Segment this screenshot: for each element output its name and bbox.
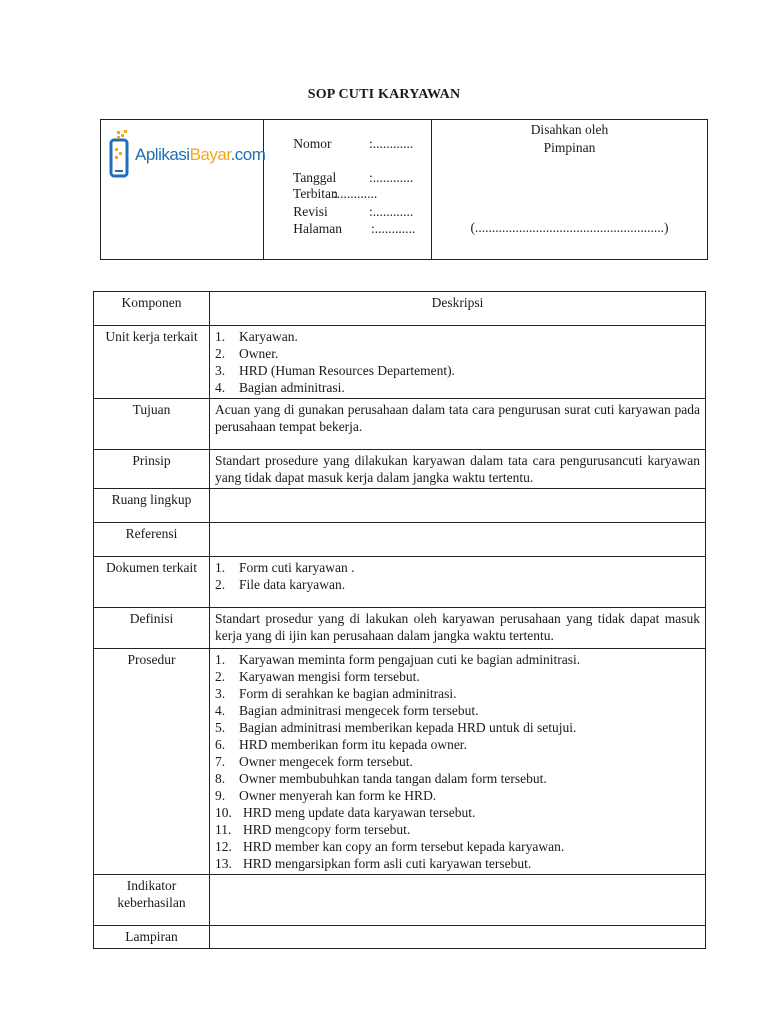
table-header-row [94,292,706,326]
row-label: Tujuan [94,399,210,450]
table-row [94,926,706,949]
approval-role: Pimpinan [543,140,596,155]
list-item: 3. HRD (Human Resources Departement). [215,363,455,378]
approval-label: Disahkan oleh [530,122,609,137]
list-item: 1. Karyawan meminta form pengajuan cuti ke bagian adminitrasi. [215,652,581,667]
table-row [94,399,706,450]
list-item: 10. HRD meng update data karyawan tersebut. [215,805,476,820]
list-item: 7. Owner mengecek form tersebut. [215,754,413,769]
meta-nomor: Nomor :............ [293,136,414,151]
document-meta [264,120,432,259]
row-label: Indikator keberhasilan [94,875,210,926]
table-row [94,649,706,875]
document-title: SOP CUTI KARYAWAN [307,87,461,102]
list-item: 1. Form cuti karyawan . [215,560,355,575]
row-label: Dokumen terkait [94,557,210,608]
row-content [210,649,706,875]
logo-wordmark: AplikasiBayar.com [135,145,266,164]
row-label: Prosedur [94,649,210,875]
table-row [94,489,706,523]
row-content [210,557,706,608]
row-label: Ruang lingkup [94,489,210,523]
header-box [100,119,708,260]
row-content [210,489,706,523]
row-content: Standart prosedure yang dilakukan karyawan dalam tata cara pengurusancuti karyawan yang tidak dapat masuk kerja dalam jangka waktu tertentu. [210,450,706,489]
list-item: 4. Bagian adminitrasi mengecek form tersebut. [215,703,479,718]
meta-halaman: Halaman :............ [293,221,416,236]
signature-line: (........................................................) [470,220,669,235]
table-row [94,608,706,649]
table-row [94,326,706,399]
row-label: Referensi [94,523,210,557]
row-content [210,926,706,949]
header-komponen: Komponen [94,292,210,326]
list-item: 2. File data karyawan. [215,577,346,592]
row-content [210,523,706,557]
table-row [94,523,706,557]
list-item: 1. Karyawan. [215,329,298,344]
sop-table [93,291,706,949]
header-deskripsi: Deskripsi [210,292,706,326]
company-logo [109,130,265,180]
row-content: Acuan yang di gunakan perusahaan dalam tata cara pengurusan surat cuti karyawan pada perusahaan tempat bekerja. [210,399,706,450]
row-content: Standart prosedur yang di lakukan oleh karyawan perusahaan yang tidak dapat masuk kerja yang di ijin kan perusahaan dalam jangka waktu tertentu. [210,608,706,649]
meta-tanggal: Tanggal :............ [293,170,414,185]
list-item: 9. Owner menyerah kan form ke HRD. [215,788,437,803]
phone-icon [109,130,131,180]
row-content [210,875,706,926]
list-item: 2. Karyawan mengisi form tersebut. [215,669,420,684]
list-item: 12. HRD member kan copy an form tersebut kepada karyawan. [215,839,565,854]
list-item: 3. Form di serahkan ke bagian adminitrasi. [215,686,457,701]
list-item: 5. Bagian adminitrasi memberikan kepada HRD untuk di setujui. [215,720,577,735]
list-item: 6. HRD memberikan form itu kepada owner. [215,737,467,752]
row-label: Prinsip [94,450,210,489]
table-row [94,557,706,608]
meta-revisi: Revisi :............ [293,204,414,219]
table-row [94,450,706,489]
approval-cell [432,120,707,259]
meta-terbitan: Terbitan :............ [293,186,378,201]
row-content [210,326,706,399]
row-label: Definisi [94,608,210,649]
list-item: 11. HRD mengcopy form tersebut. [215,822,411,837]
row-label: Unit kerja terkait [94,326,210,399]
list-item: 8. Owner membubuhkan tanda tangan dalam form tersebut. [215,771,547,786]
row-label: Lampiran [94,926,210,949]
list-item: 4. Bagian adminitrasi. [215,380,345,395]
list-item: 2. Owner. [215,346,279,361]
list-item: 13. HRD mengarsipkan form asli cuti karyawan tersebut. [215,856,532,871]
logo-cell [101,120,264,259]
table-row [94,875,706,926]
